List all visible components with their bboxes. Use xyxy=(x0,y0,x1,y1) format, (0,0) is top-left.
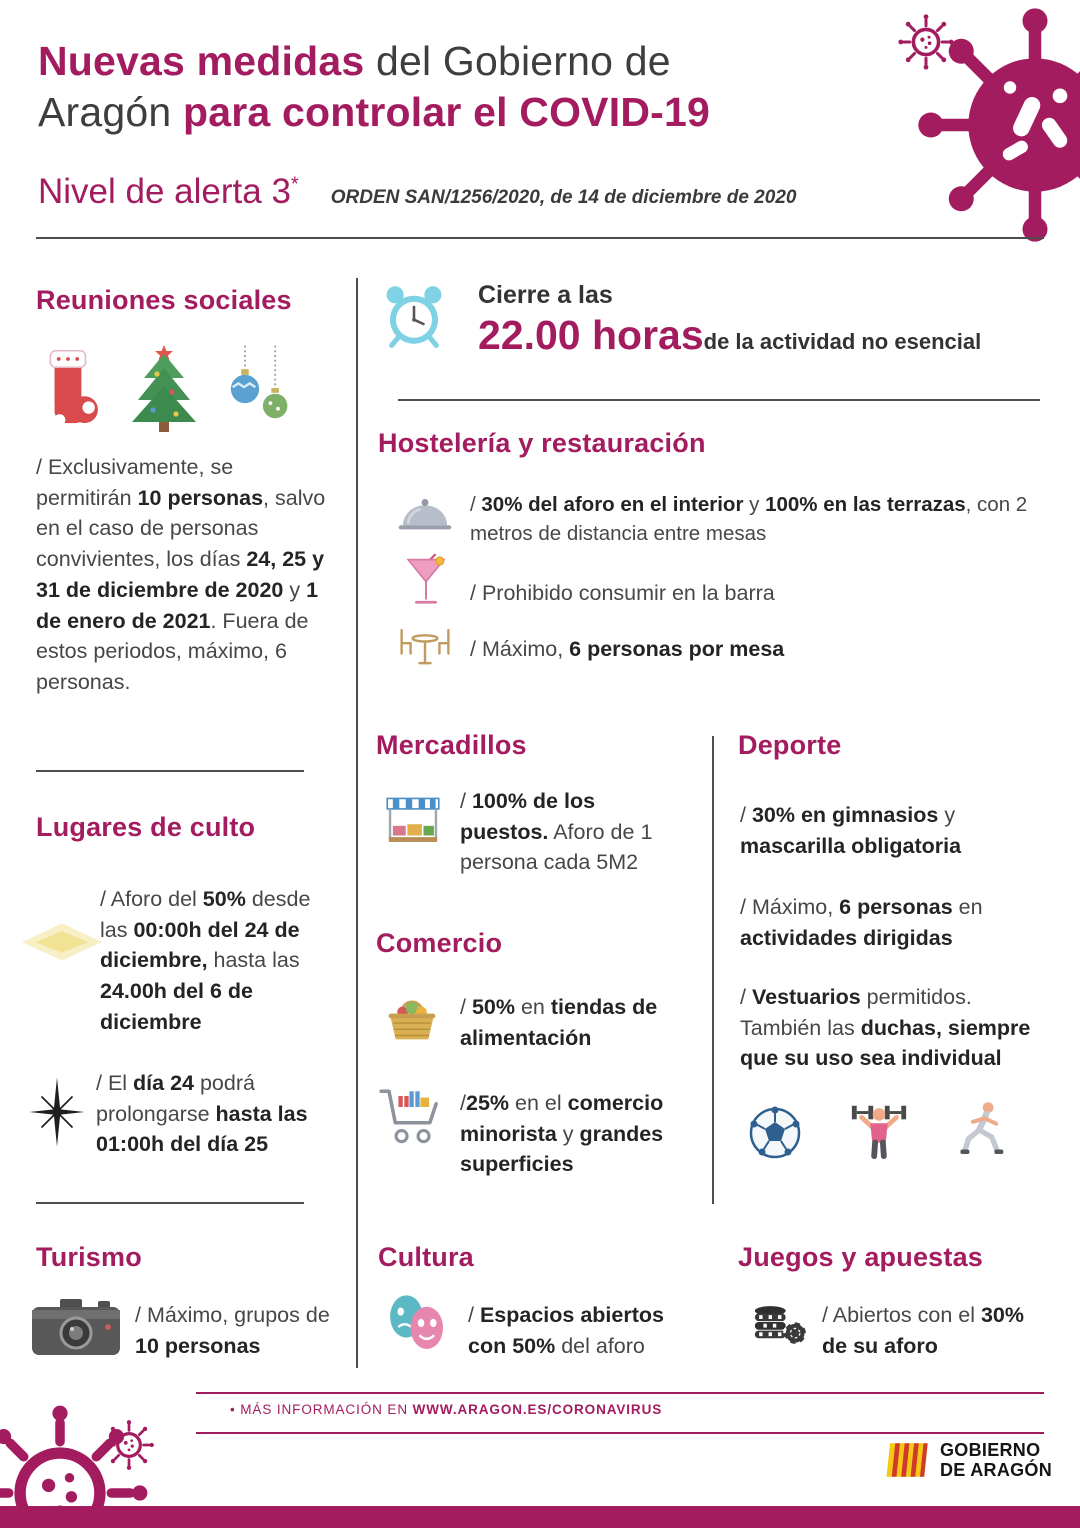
sport-icons-row xyxy=(748,1098,1006,1160)
deporte-item3: / Vestuarios permitidos. También las duchas, siempre que su uso sea individual xyxy=(740,985,1031,1071)
alert-asterisk: * xyxy=(290,173,299,196)
weightlifter-icon xyxy=(848,1098,910,1160)
ornaments-icon xyxy=(228,344,294,434)
column-divider xyxy=(712,736,714,1204)
sparkle-star-icon xyxy=(26,1072,88,1152)
turismo-item1: / Máximo, grupos de 10 personas xyxy=(135,1303,330,1358)
cloche-icon xyxy=(396,494,454,540)
camera-icon xyxy=(30,1295,122,1359)
football-icon xyxy=(748,1106,802,1160)
virus-outline-icon xyxy=(102,1418,156,1472)
section-divider xyxy=(36,1202,304,1204)
more-info-text[interactable]: • MÁS INFORMACIÓN EN WWW.ARAGON.ES/CORONAVIRUS xyxy=(230,1402,663,1417)
virus-outline-icon xyxy=(896,12,956,72)
culto-item2: / El día 24 podrá prolongarse hasta las 01:00h del día 25 xyxy=(96,1071,308,1157)
closing-time-hour: 22.00 horas xyxy=(478,312,704,358)
closing-time-banner xyxy=(478,281,981,359)
runner-icon xyxy=(956,1098,1006,1160)
hosteleria-item2: / Prohibido consumir en la barra xyxy=(470,581,775,605)
reuniones-body: / Exclusivamente, se permitirán 10 personas, salvo en el caso de personas convivientes, los días 24, 25 y 31 de diciembre de 2020 y 1 de enero de 2021. Fuera de estos periodos, máximo, 6 personas. xyxy=(36,455,326,695)
footer-divider-top xyxy=(196,1392,1044,1394)
theater-masks-icon xyxy=(382,1292,452,1354)
section-heading-cultura: Cultura xyxy=(378,1242,474,1272)
page-title xyxy=(38,36,898,139)
christmas-tree-icon xyxy=(126,342,202,434)
gobierno-aragon-logo xyxy=(884,1440,1052,1480)
alert-level: Nivel de alerta 3* xyxy=(38,172,299,211)
section-heading-deporte: Deporte xyxy=(738,730,842,760)
section-heading-comercio: Comercio xyxy=(376,928,503,958)
comercio-item2: /25% en el comercio minorista y grandes superficies xyxy=(460,1091,664,1177)
section-heading-juegos: Juegos y apuestas xyxy=(738,1242,984,1272)
deporte-item2: / Máximo, 6 personas en actividades dirigidas xyxy=(740,895,983,950)
logo-text: GOBIERNO DE ARAGÓN xyxy=(940,1440,1053,1481)
section-divider xyxy=(36,770,304,772)
cocktail-icon xyxy=(404,550,448,616)
glow-icon xyxy=(18,918,106,966)
column-divider xyxy=(356,278,358,1368)
section-divider xyxy=(398,399,1040,401)
hosteleria-item3: / Máximo, 6 personas por mesa xyxy=(470,637,785,661)
christmas-stocking-icon xyxy=(38,346,100,434)
page-title-line2: Aragón para controlar el COVID-19 xyxy=(38,89,710,136)
section-heading-mercadillos: Mercadillos xyxy=(376,730,527,760)
shopping-cart-icon xyxy=(378,1082,444,1154)
deporte-item1: / 30% en gimnasios y mascarilla obligatoria xyxy=(740,803,962,858)
bottom-bar xyxy=(0,1506,1080,1528)
page-title-line1: Nuevas medidas del Gobierno de xyxy=(38,38,671,84)
comercio-item1: / 50% en tiendas de alimentación xyxy=(460,995,658,1050)
section-heading-culto: Lugares de culto xyxy=(36,812,256,842)
market-stall-icon xyxy=(384,792,442,850)
alarm-clock-icon xyxy=(378,282,450,354)
alert-row xyxy=(38,172,796,212)
culto-item1: / Aforo del 50% desde las 00:00h del 24 de diciembre, hasta las 24.00h del 6 de diciembre xyxy=(100,887,311,1034)
christmas-icons-row xyxy=(38,342,294,434)
cultura-item1: / Espacios abiertos con 50% del aforo xyxy=(468,1303,664,1358)
section-heading-reuniones: Reuniones sociales xyxy=(36,285,292,315)
juegos-item1: / Abiertos con el 30% de su aforo xyxy=(822,1303,1024,1358)
order-reference: ORDEN SAN/1256/2020, de 14 de diciembre de 2020 xyxy=(330,187,797,208)
poker-chips-icon xyxy=(748,1294,808,1350)
closing-time-rest: de la actividad no esencial xyxy=(703,329,982,354)
grocery-basket-icon xyxy=(384,988,440,1044)
section-heading-hosteleria: Hostelería y restauración xyxy=(378,428,706,458)
aragon-flag-icon xyxy=(884,1440,930,1480)
hosteleria-item1: / 30% del aforo en el interior y 100% en las terrazas, con 2 metros de distancia entre mesas xyxy=(470,493,1028,546)
mercadillos-item1: / 100% de los puestos. Aforo de 1 persona cada 5M2 xyxy=(460,789,653,875)
section-heading-turismo: Turismo xyxy=(36,1242,142,1272)
footer-divider-bottom xyxy=(196,1432,1044,1434)
header-divider xyxy=(36,237,1044,239)
closing-time-line1: Cierre a las xyxy=(478,281,613,309)
table-chairs-icon xyxy=(392,626,458,670)
